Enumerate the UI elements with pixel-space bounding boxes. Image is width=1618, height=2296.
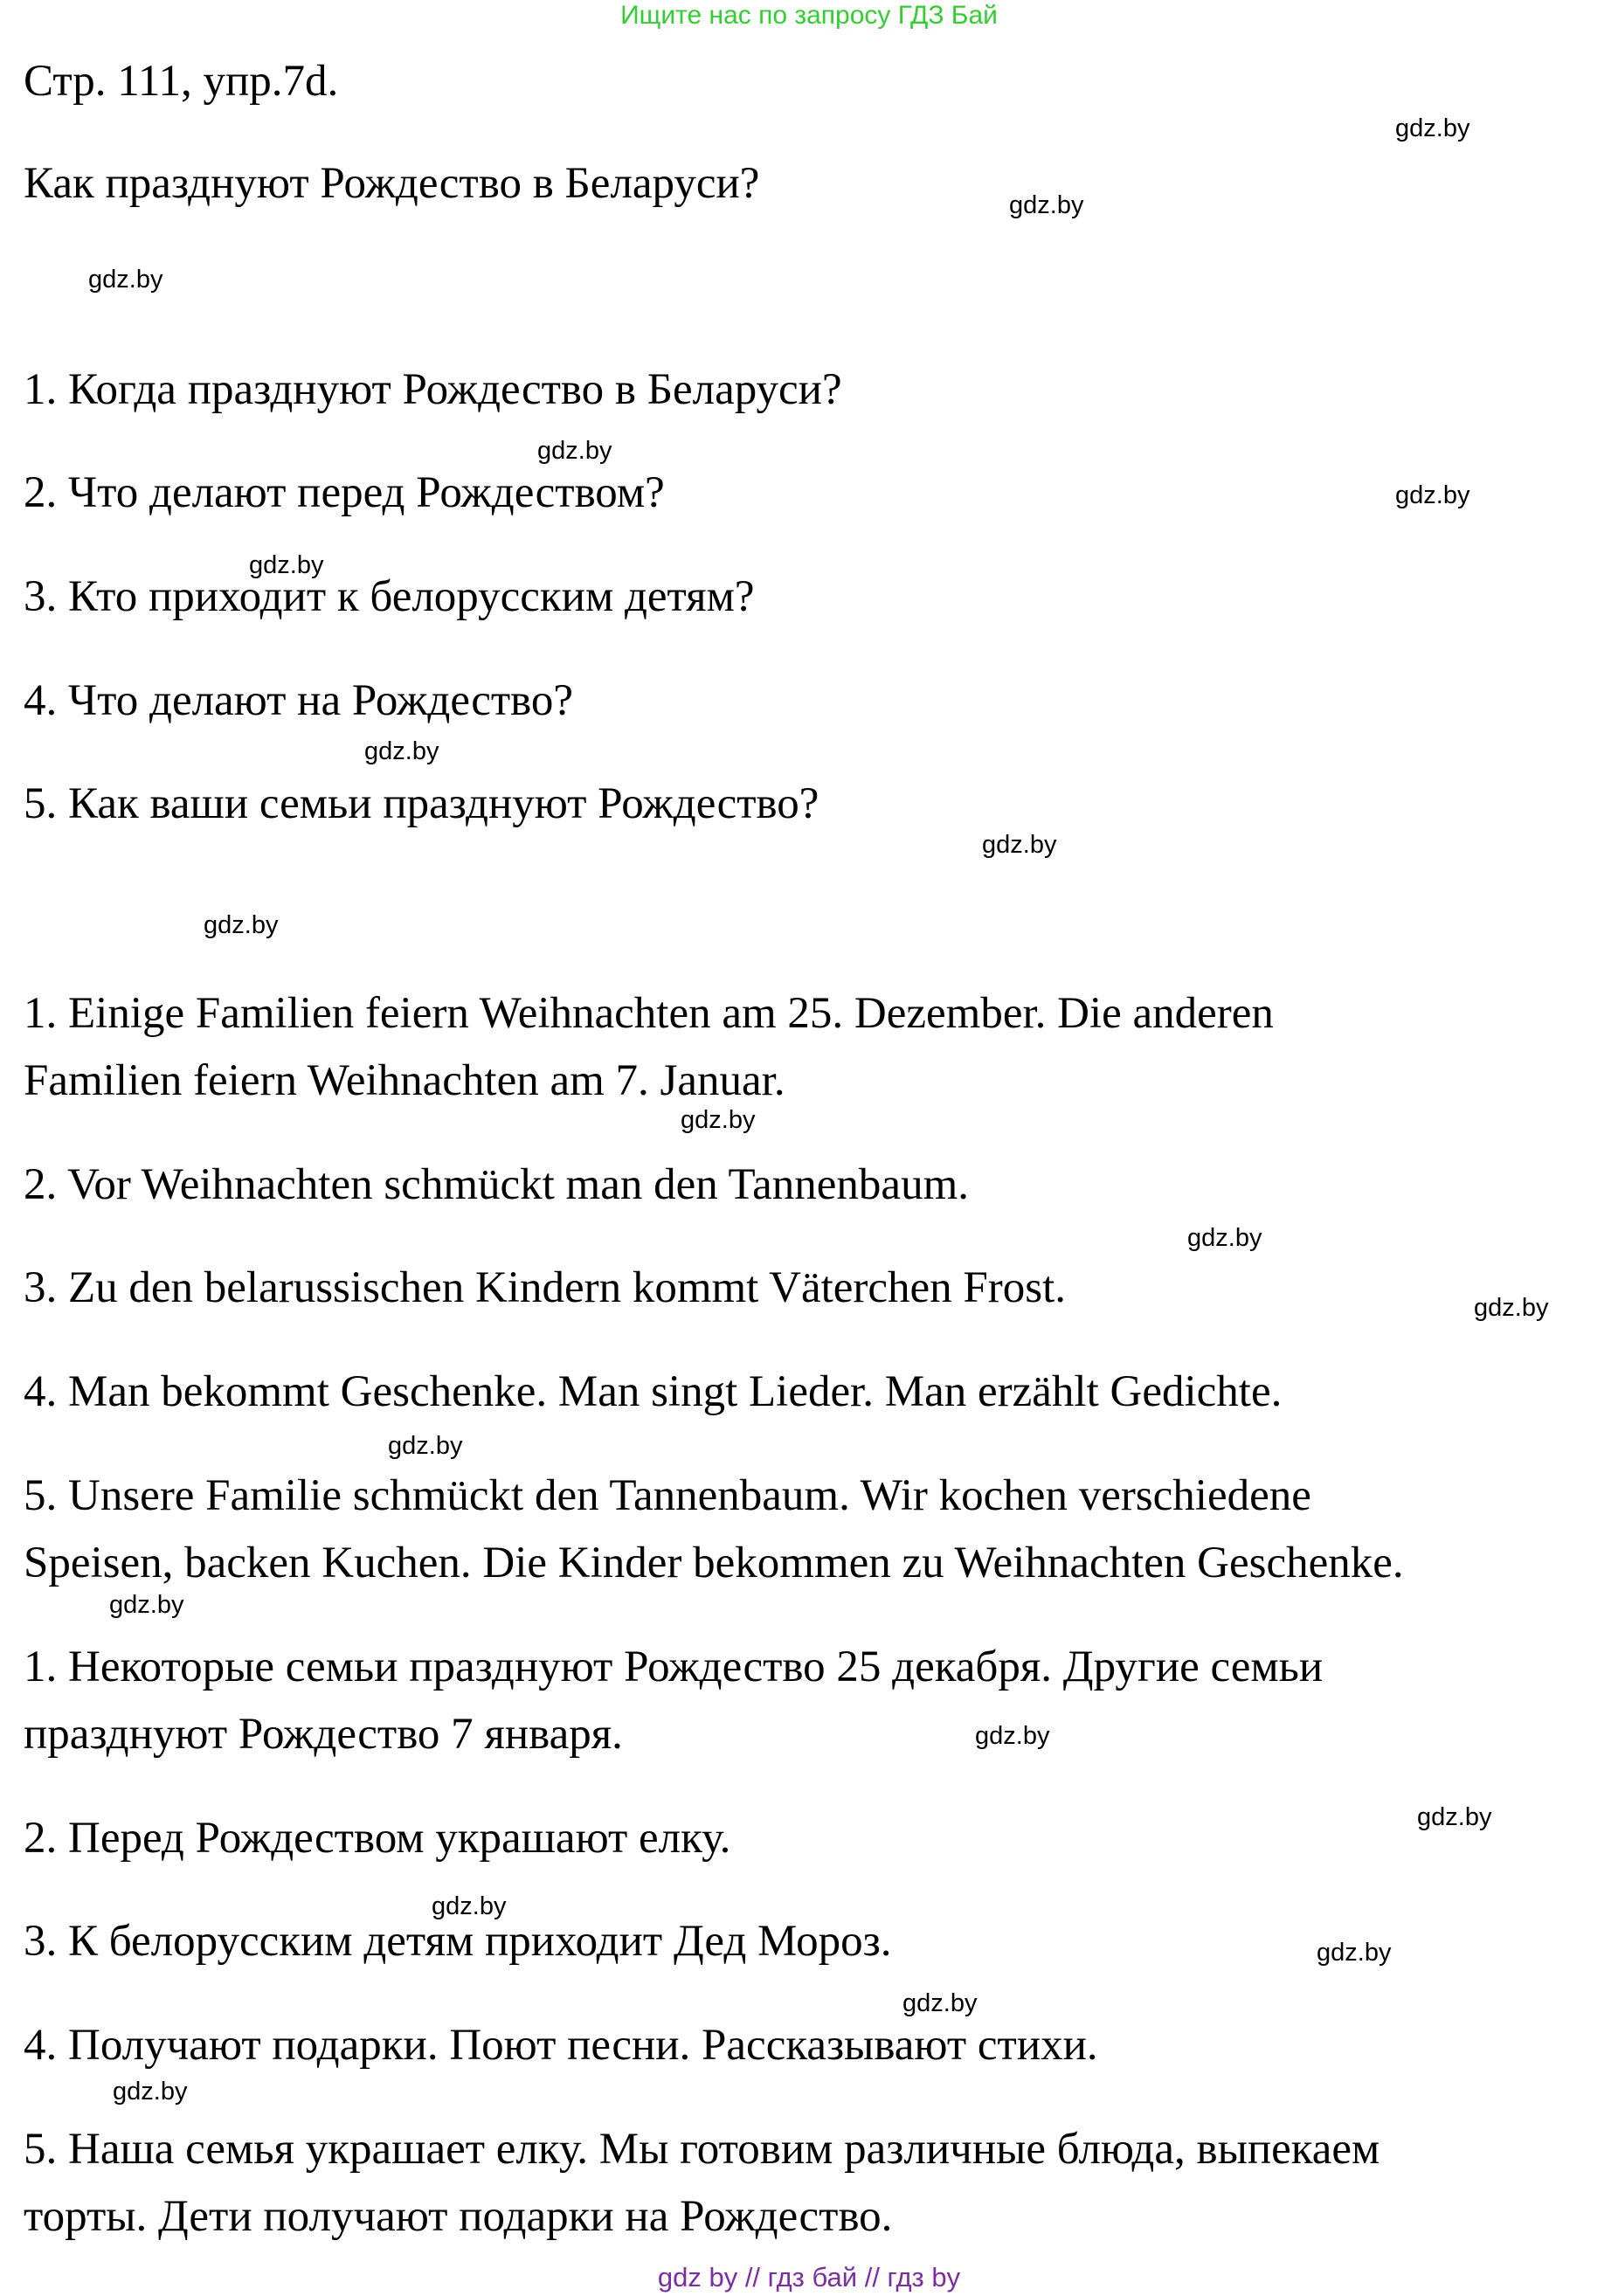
watermark: gdz.by [1395,481,1470,509]
watermark: gdz.by [113,2078,188,2106]
top-banner[interactable]: Ищите нас по запросу ГДЗ Бай [620,1,998,30]
answer-line: 5. Unsere Familie schmückt den Tannenbaum. Wir kochen verschiedene [24,1471,1311,1520]
answer-line: 1. Einige Familien feiern Weihnachten am 25. Dezember. Die anderen [24,989,1274,1038]
watermark: gdz.by [364,737,439,765]
watermark: gdz.by [1417,1803,1492,1831]
watermark: gdz.by [681,1106,756,1134]
answer-line: 3. Zu den belarussischen Kindern kommt Väterchen Frost. [24,1263,1067,1312]
answer-line: празднуют Рождество 7 января. [24,1710,623,1759]
footer-links[interactable]: gdz by // гдз бай // гдз by [657,2262,961,2293]
answer-line: 3. К белорусским детям приходит Дед Мороз. [24,1917,892,1966]
watermark: gdz.by [1474,1294,1549,1322]
watermark: gdz.by [204,911,279,939]
watermark: gdz.by [1317,1939,1392,1967]
exercise-topic: Как празднуют Рождество в Беларуси? [24,159,760,208]
page-title: Стр. 111, упр.7d. [24,57,339,106]
watermark: gdz.by [432,1892,507,1920]
answer-line: Speisen, backen Kuchen. Die Kinder bekommen zu Weihnachten Geschenke. [24,1539,1404,1587]
question-item: 3. Кто приходит к белорусским детям? [24,572,755,621]
question-item: 4. Что делают на Рождество? [24,676,574,725]
watermark: gdz.by [388,1432,463,1460]
question-item: 1. Когда празднуют Рождество в Беларуси? [24,365,842,414]
question-item: 5. Как ваши семьи празднуют Рождество? [24,779,819,828]
answer-line: 5. Наша семья украшает елку. Мы готовим различные блюда, выпекаем [24,2125,1380,2174]
watermark: gdz.by [88,266,163,294]
question-item: 2. Что делают перед Рождеством? [24,468,665,517]
answer-line: Familien feiern Weihnachten am 7. Januar. [24,1056,785,1105]
watermark: gdz.by [975,1722,1050,1750]
answer-line: 2. Перед Рождеством украшают елку. [24,1814,731,1863]
watermark: gdz.by [249,551,324,579]
answer-line: торты. Дети получают подарки на Рождество. [24,2192,893,2241]
watermark: gdz.by [982,831,1057,859]
answer-line: 2. Vor Weihnachten schmückt man den Tannenbaum. [24,1160,969,1209]
answer-line: 4. Получают подарки. Поют песни. Рассказывают стихи. [24,2021,1098,2070]
watermark: gdz.by [1009,191,1084,219]
watermark: gdz.by [1187,1224,1262,1252]
watermark: gdz.by [902,1989,978,2017]
watermark: gdz.by [109,1591,184,1619]
watermark: gdz.by [537,437,612,465]
answer-line: 4. Man bekommt Geschenke. Man singt Lieder. Man erzählt Gedichte. [24,1367,1283,1416]
watermark: gdz.by [1395,114,1470,142]
answer-line: 1. Некоторые семьи празднуют Рождество 25 декабря. Другие семьи [24,1642,1324,1691]
